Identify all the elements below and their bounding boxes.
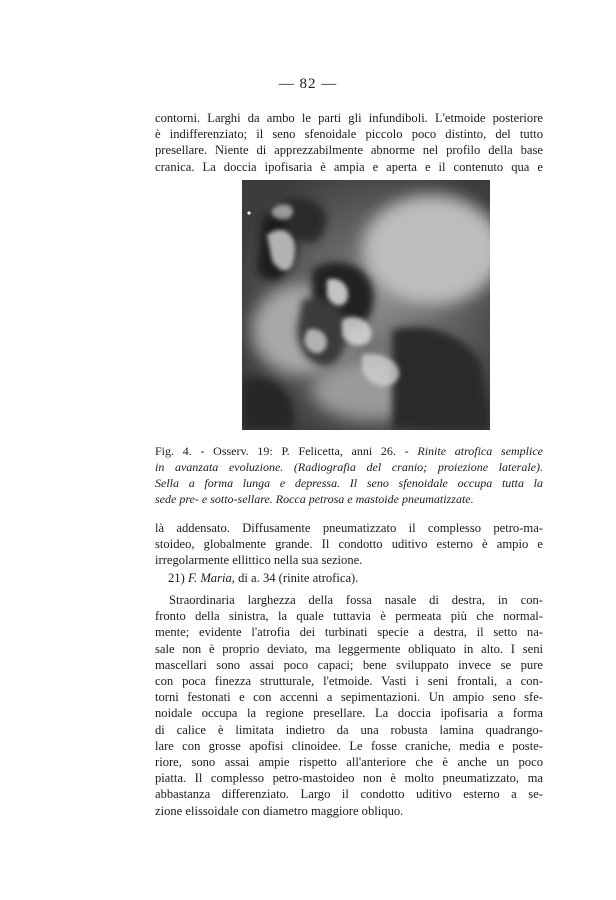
xray-image-graphic [242,180,490,430]
text-line: zione elissoidale con diametro maggiore obliquo. [155,803,404,818]
text-line: Straordinaria larghezza della fossa nasale di destra, in con- [169,593,543,607]
text-line: torni festonati e con accenni a sepimentazioni. Un ampio seno sfe- [155,690,543,705]
text-line: riore, sono assai ampie rispetto all'anteriore che è anche un poco [155,755,543,770]
text-line: mascellari sono assai poco capaci; bene sviluppato invece se pure [155,657,543,672]
top-paragraph [155,110,543,175]
page-number: — 82 — [278,76,338,92]
text-line: contorni. Larghi da ambo le parti gli infundiboli. L'etmoide posteriore [155,111,543,125]
text-line: lare con grosse apofisi clinoidee. Le fosse craniche, media e poste- [155,738,543,753]
main-paragraph [155,592,543,819]
caption-line [155,443,543,459]
text-line: di calice è limitata indietro da una robusta lamina quadrango- [155,722,543,737]
text-line: presellare. Niente di apprezzabilmente abnorme nel profilo della base [155,143,543,158]
text-line: mente; evidente l'atrofia dei turbinati specie a destra, il setto na- [155,625,543,640]
text-line: cranica. La doccia ipofisaria è ampia e aperta e il contenuto qua e [155,159,543,174]
text-line: con poca finezza strutturale, l'etmoide. Vasti i seni frontali, a con- [155,674,543,689]
caption-line: in avanzata evoluzione. (Radiografia del cranio; proiezione laterale). [155,460,543,474]
caption-title: Rinite atrofica semplice [417,444,544,458]
case-details: di a. 34 (rinite atrofica). [238,571,359,585]
text-line: là addensato. Diffusamente pneumatizzato il complesso petro-ma- [155,521,543,535]
caption-line: Sella a forma lunga e depressa. Il seno sfenoidale occupa tutta la [155,476,543,490]
text-line: piatta. Il complesso petro-mastoideo non è molto pneumatizzato, ma [155,771,543,786]
caption-lead: Fig. 4. - Osserv. 19: P. Felicetta, anni 26. - [155,444,409,458]
text-line: sale non è proprio deviato, ma leggermente obliquato in alto. I seni [155,641,543,656]
case-heading [168,571,358,586]
text-line: è indifferenziato; il seno sfenoidale piccolo poco distinto, del tutto [155,127,543,142]
text-line: stoideo, globalmente grande. Il condotto uditivo esterno è ampio e [155,537,543,552]
text-line: noidale occupa la regione presellare. La doccia ipofisaria a forma [155,706,543,721]
text-line: fronto della sinistra, la quale tuttavia è permeata più che normal- [155,609,543,624]
middle-paragraph [155,520,543,569]
text-line: irregolarmente ellittico nella sua sezione. [155,553,363,568]
case-patient-name: F. Maria, [187,571,235,585]
figure-caption [155,443,543,507]
caption-line: sede pre- e sotto-sellare. Rocca petrosa e mastoide pneumatizzate. [155,492,474,506]
text-line: abbastanza differenziato. Largo il condotto uditivo esterno a se- [155,787,543,802]
xray-skull-lateral-image [242,180,490,430]
case-number: 21) [168,571,185,585]
